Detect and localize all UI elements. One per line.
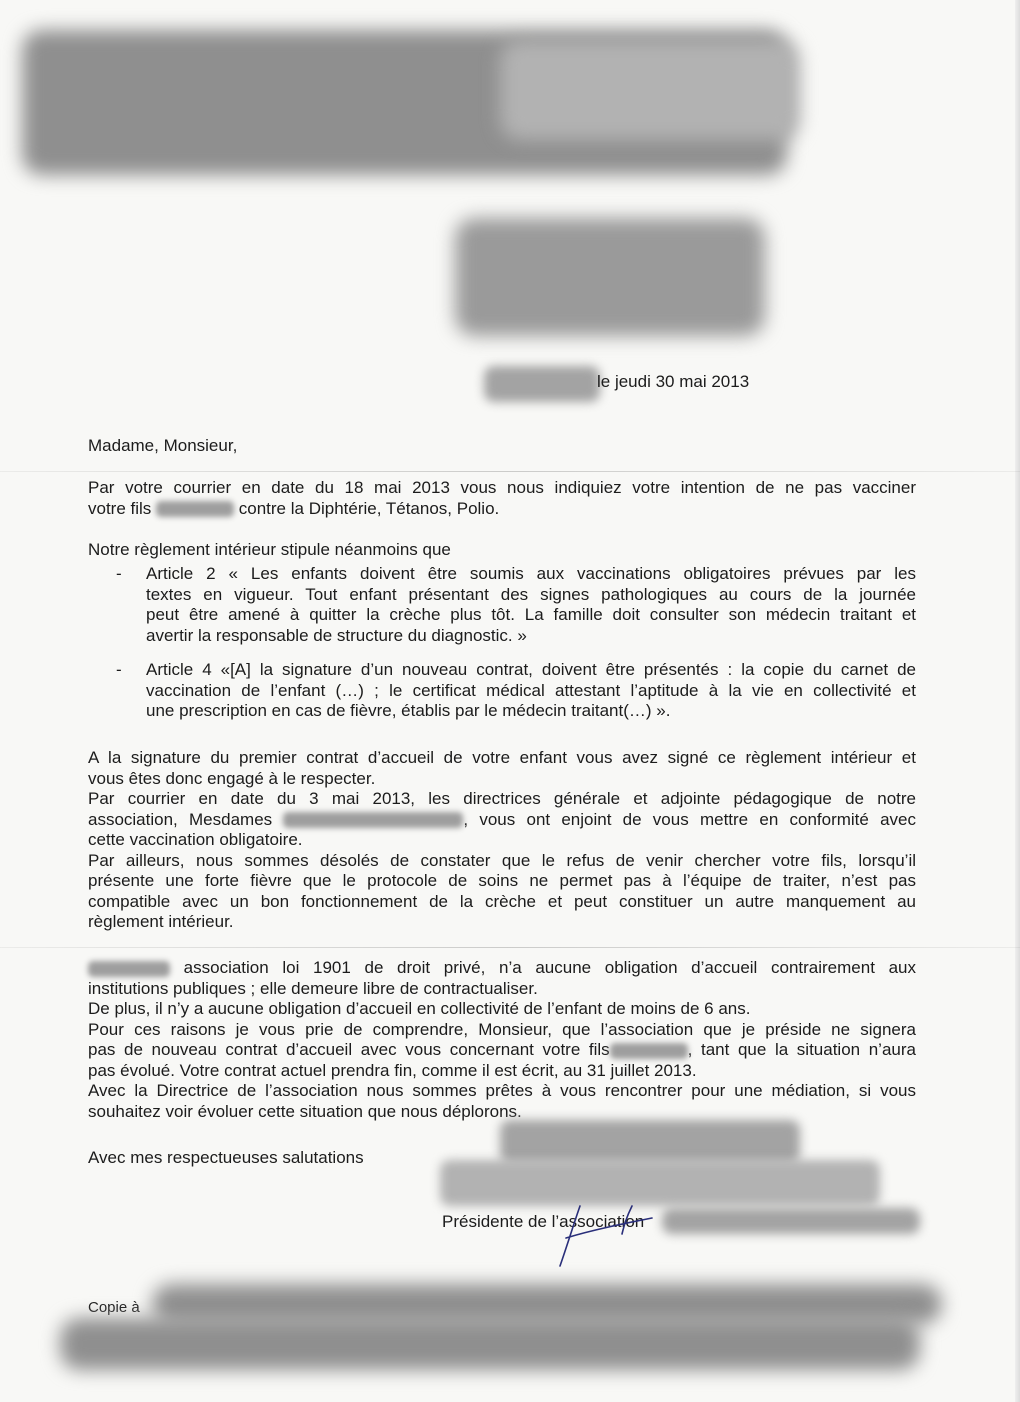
text-fragment: contre la Diphtérie, Tétanos, Polio.: [238, 498, 500, 518]
text-line: vaccination de l’enfant (…) ; le certificat médical attestant l’aptitude à la vie en collectivité et: [146, 680, 916, 700]
redacted-signatory-name: [500, 1120, 800, 1164]
text-line: Pour ces raisons je vous prie de comprendre, Monsieur, que l’association que je préside ne signera: [88, 1019, 916, 1039]
bullet-article-4: -: [116, 660, 122, 679]
text-line: Avec la Directrice de l’association nous sommes prêtes à vous rencontrer pour une médiation, si vous: [88, 1081, 916, 1100]
text-line: Par courrier en date du 3 mai 2013, les directrices générale et adjointe pédagogique de notre: [88, 789, 916, 808]
text-line: une prescription en cas de fièvre, établis par le médecin traitant(…) ».: [146, 701, 671, 720]
redacted-association-name: [662, 1208, 920, 1234]
paragraph-intent: [88, 478, 916, 519]
text-fragment: votre fils: [88, 498, 152, 518]
text-line: Article 2 « Les enfants doivent être soumis aux vaccinations obligatoires prévues par les: [146, 564, 916, 583]
handwritten-signature: [552, 1188, 672, 1278]
bullet-article-2: -: [116, 564, 122, 583]
fold-line: [0, 471, 1020, 472]
text-line: Par votre courrier en date du 18 mai 2013 vous nous indiquiez votre intention de ne pas vacciner: [88, 478, 916, 497]
text-line: [88, 499, 916, 520]
text-line: pas évolué. Votre contrat actuel prendra fin, comme il est écrit, au 31 juillet 2013.: [88, 1060, 697, 1080]
text-line: [88, 1040, 916, 1061]
text-fragment: , tant que la situation n’aura: [687, 1040, 916, 1059]
redacted-footer: [60, 1318, 920, 1370]
redacted-recipient-address: [455, 218, 765, 336]
fold-line: [0, 947, 1020, 948]
text-fragment: association, Mesdames: [88, 809, 273, 829]
date-line: le jeudi 30 mai 2013: [597, 372, 750, 391]
text-line: [88, 810, 916, 831]
redacted-directors-names: [283, 812, 463, 828]
text-line: règlement intérieur.: [88, 912, 234, 931]
rules-intro: Notre règlement intérieur stipule néanmoins que: [88, 540, 451, 559]
text-fragment: pas de nouveau contrat d’accueil avec vous concernant votre fils: [88, 1040, 610, 1059]
text-fragment: , vous ont enjoint de vous mettre en conformité avec: [463, 809, 917, 829]
text-line: Article 4 «[A] la signature d’un nouveau contrat, doivent être présentés : la copie du carnet de: [146, 660, 916, 679]
text-line: [88, 958, 916, 979]
text-line: présente une forte fièvre que le protocole de soins ne permet pas à l’équipe de traiter, n’est pas: [88, 871, 916, 890]
text-line: vous êtes donc engagé à le respecter.: [88, 768, 376, 788]
text-fragment: association loi 1901 de droit privé, n’a aucune obligation d’accueil contrairement aux: [183, 958, 916, 977]
article-4-quote: [146, 660, 916, 722]
closing-formula: Avec mes respectueuses salutations: [88, 1148, 364, 1167]
text-line: compatible avec un bon fonctionnement de la crèche et peut constituer un autre manquement au: [88, 891, 916, 911]
text-line: textes en vigueur. Tout enfant présentant des signes pathologiques au cours de la journée: [146, 584, 916, 604]
text-line: Par ailleurs, nous sommes désolés de constater que le refus de venir chercher votre fils, lorsqu’il: [88, 850, 916, 870]
copy-label: Copie à: [88, 1299, 140, 1316]
salutation: Madame, Monsieur,: [88, 436, 238, 455]
text-line: A la signature du premier contrat d’accueil de votre enfant vous avez signé ce règlement intérieur et: [88, 748, 916, 767]
text-line: avertir la responsable de structure du diagnostic. »: [146, 625, 527, 645]
signatory-title: Présidente de l’association: [442, 1212, 645, 1231]
article-2-quote: [146, 564, 916, 646]
redacted-child-name: [610, 1043, 688, 1059]
text-line: De plus, il n’y a aucune obligation d’accueil en collectivité de l’enfant de moins de 6 ans.: [88, 999, 751, 1018]
paragraph-obligations: [88, 748, 916, 933]
redacted-place: [484, 366, 600, 402]
text-line: souhaitez voir évoluer cette situation que nous déplorons.: [88, 1101, 522, 1121]
redacted-association-name: [88, 961, 170, 977]
text-line: cette vaccination obligatoire.: [88, 830, 303, 849]
text-line: peut être amené à quitter la crèche plus tôt. La famille doit consulter son médecin traitant et: [146, 605, 916, 624]
redacted-sender-header-fade: [500, 40, 800, 140]
text-line: institutions publiques ; elle demeure libre de contractualiser.: [88, 978, 538, 998]
scan-edge: [1015, 0, 1020, 1402]
redacted-child-name: [156, 501, 234, 517]
paragraph-decision: [88, 958, 916, 1122]
